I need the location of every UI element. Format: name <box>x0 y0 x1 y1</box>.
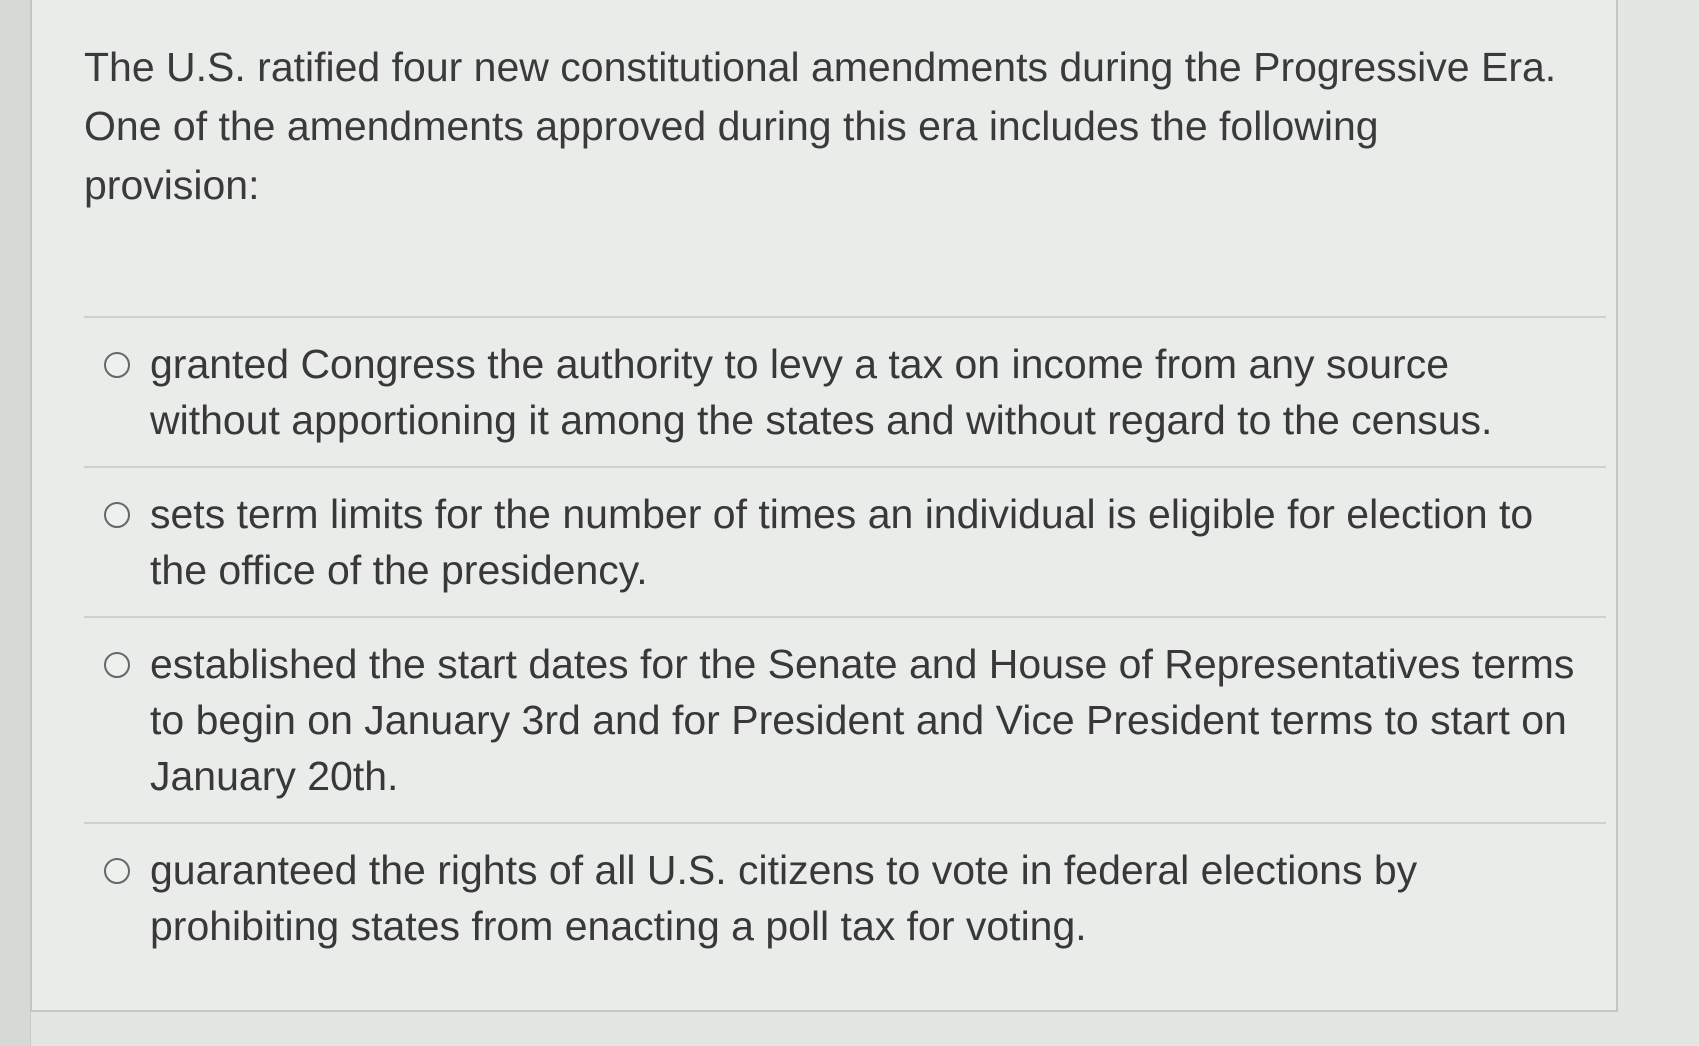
answer-option-2[interactable] <box>84 468 1606 616</box>
radio-button-icon[interactable] <box>104 352 130 378</box>
radio-button-icon[interactable] <box>104 502 130 528</box>
page-margin <box>0 0 31 1046</box>
answer-option-label[interactable]: granted Congress the authority to levy a tax on income from any source without apportioning it among the states and without regard to the census. <box>150 341 1493 443</box>
radio-button-icon[interactable] <box>104 652 130 678</box>
question-prompt: The U.S. ratified four new constitutional amendments during the Progressive Era. One of the amendments approved during this era includes the following provision: <box>84 44 1557 208</box>
answer-option-label[interactable]: guaranteed the rights of all U.S. citizens to vote in federal elections by prohibiting states from enacting a poll tax for voting. <box>150 847 1418 949</box>
answer-option-1[interactable] <box>84 318 1606 466</box>
answer-option-4[interactable] <box>84 824 1606 972</box>
answer-option-3[interactable] <box>84 618 1606 822</box>
question-card <box>30 0 1618 1012</box>
radio-button-icon[interactable] <box>104 858 130 884</box>
answer-option-label[interactable]: established the start dates for the Senate and House of Representatives terms to begin on January 3rd and for President and Vice President terms to start on January 20th. <box>150 641 1575 799</box>
answer-options <box>84 316 1606 972</box>
answer-option-label[interactable]: sets term limits for the number of times an individual is eligible for election to the office of the presidency. <box>150 491 1534 593</box>
